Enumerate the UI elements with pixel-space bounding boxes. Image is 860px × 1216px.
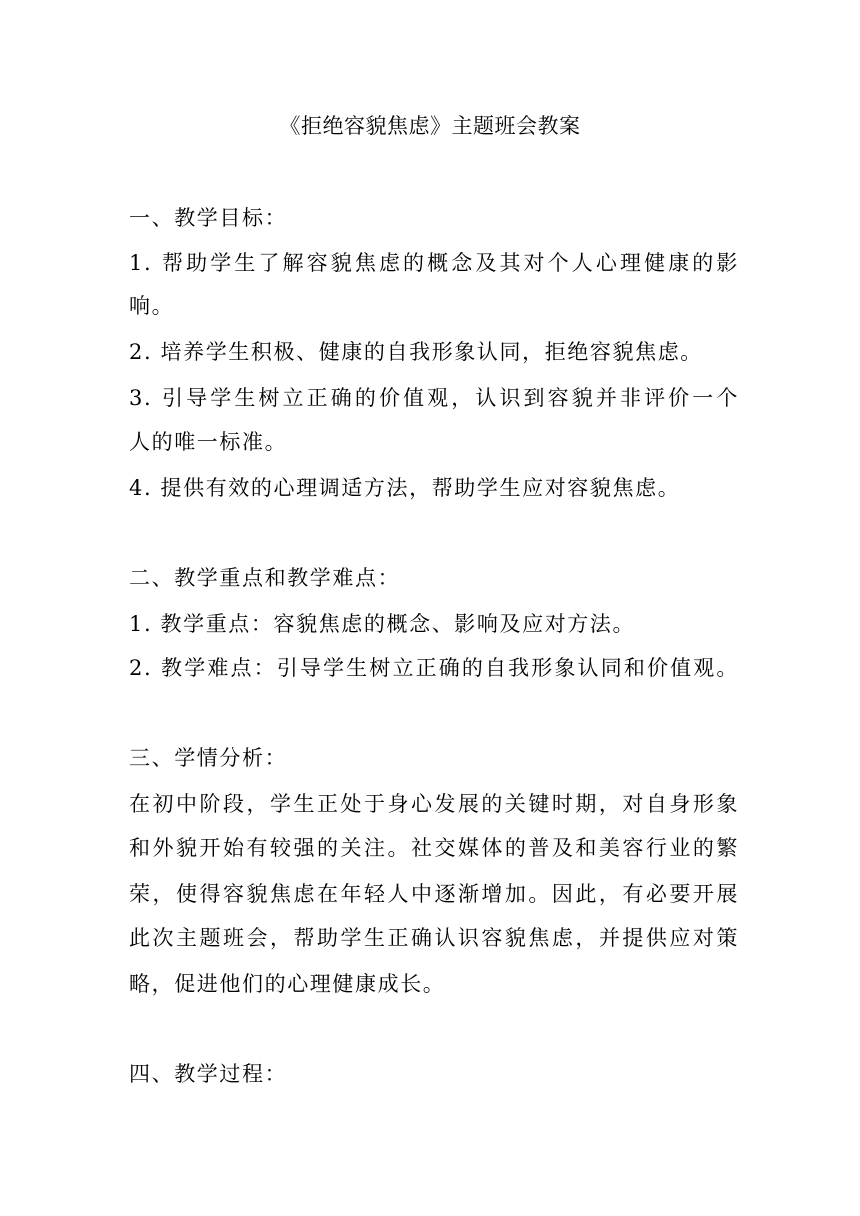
analysis-line: 此次主题班会，帮助学生正确认识容貌焦虑，并提供应对策 — [129, 926, 739, 950]
objective-line: 4. 提供有效的心理调适方法，帮助学生应对容貌焦虑。 — [129, 476, 681, 500]
key-point-line: 1. 教学重点：容貌焦虑的概念、影响及应对方法。 — [129, 612, 636, 636]
section-heading-objectives: 一、教学目标： — [129, 206, 288, 230]
analysis-line: 在初中阶段，学生正处于身心发展的关键时期，对自身形象 — [129, 792, 739, 816]
section-heading-process: 四、教学过程： — [129, 1062, 288, 1086]
key-point-line: 2. 教学难点：引导学生树立正确的自我形象认同和价值观。 — [129, 656, 739, 680]
objective-line: 1. 帮助学生了解容貌焦虑的概念及其对个人心理健康的影 — [129, 251, 739, 275]
objective-line: 响。 — [129, 294, 175, 318]
objective-line: 2. 培养学生积极、健康的自我形象认同，拒绝容貌焦虑。 — [129, 340, 703, 364]
analysis-line: 荣，使得容貌焦虑在年轻人中逐渐增加。因此，有必要开展 — [129, 882, 739, 906]
objective-line: 3. 引导学生树立正确的价值观，认识到容貌并非评价一个 — [129, 386, 739, 410]
section-heading-key-points: 二、教学重点和教学难点： — [129, 566, 401, 590]
objective-line: 人的唯一标准。 — [129, 430, 288, 454]
document-title: 《拒绝容貌焦虑》主题班会教案 — [279, 114, 581, 138]
analysis-line: 略，促进他们的心理健康成长。 — [129, 972, 446, 996]
section-heading-analysis: 三、学情分析： — [129, 746, 288, 770]
analysis-line: 和外貌开始有较强的关注。社交媒体的普及和美容行业的繁 — [129, 836, 739, 860]
